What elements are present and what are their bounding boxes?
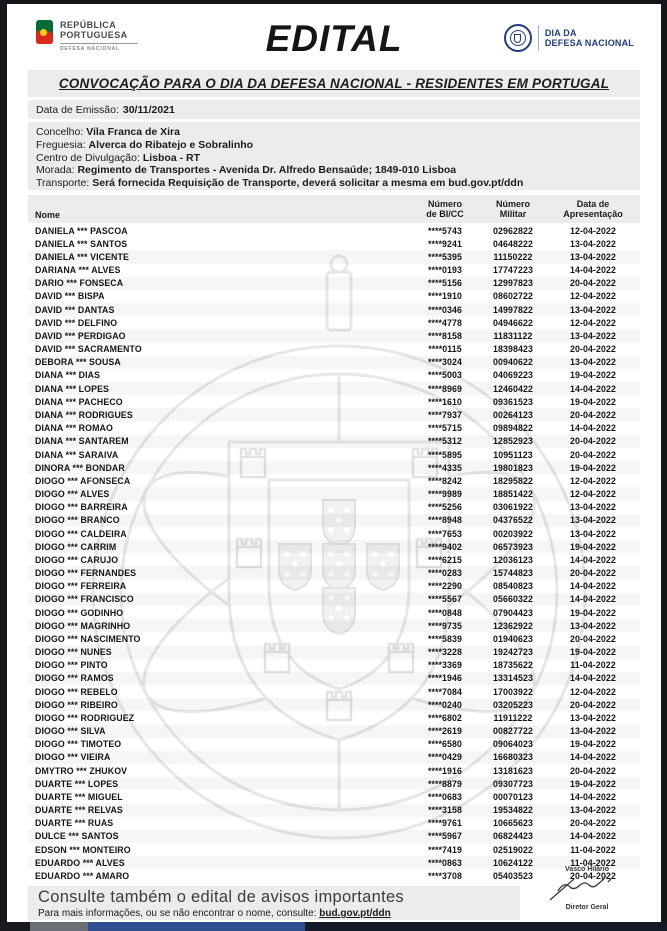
info-line-freguesia: Freguesia: Alverca do Ribatejo e Sobralinho <box>36 138 254 151</box>
cell-nome: DIOGO *** GODINHO <box>35 607 124 618</box>
cell-numero-militar: 12362922 <box>493 620 533 631</box>
cell-data-apresentacao: 13-04-2022 <box>570 515 616 526</box>
table-row <box>28 474 640 487</box>
cell-nome: DARIANA *** ALVES <box>35 265 121 276</box>
cell-data-apresentacao: 19-04-2022 <box>570 739 616 750</box>
cell-bi-cc: ****8969 <box>427 383 463 394</box>
cell-bi-cc: ****1610 <box>427 396 463 407</box>
gov-logo-line2: PORTUGUESA <box>60 30 128 40</box>
cell-bi-cc: ****8242 <box>427 475 463 486</box>
cell-data-apresentacao: 11-04-2022 <box>570 857 616 868</box>
cell-nome: DUARTE *** RELVAS <box>35 805 123 816</box>
info-line-transporte: Transporte: Será fornecida Requisição de Transporte, deverá solicitar a mesma em bud.gov.pt/ddn <box>36 177 524 190</box>
cell-numero-militar: 08540823 <box>493 581 533 592</box>
cell-bi-cc: ****6580 <box>427 739 463 750</box>
table-row <box>28 553 640 566</box>
cell-data-apresentacao: 14-04-2022 <box>570 831 616 842</box>
cell-numero-militar: 06824423 <box>493 831 533 842</box>
cell-numero-militar: 18735622 <box>493 660 533 671</box>
cell-data-apresentacao: 13-04-2022 <box>570 528 616 539</box>
table-row <box>28 817 640 830</box>
cell-nome: DANIELA *** VICENTE <box>35 251 129 262</box>
cell-numero-militar: 09894822 <box>493 423 533 434</box>
cell-data-apresentacao: 13-04-2022 <box>570 330 616 341</box>
table-row <box>28 764 640 777</box>
cell-nome: DIOGO *** BRANCO <box>35 515 120 526</box>
gov-logo-sub: DEFESA NACIONAL <box>60 46 120 52</box>
info-line-concelho: Concelho: Vila Franca de Xira <box>36 126 180 138</box>
column-header-data: Data de Apresentação <box>563 199 623 219</box>
cell-numero-militar: 13181623 <box>493 765 533 776</box>
cell-numero-militar: 12460422 <box>493 383 533 394</box>
cell-bi-cc: ****0429 <box>427 752 463 763</box>
footer-notice-box <box>28 886 520 920</box>
cell-bi-cc: ****0346 <box>427 304 463 315</box>
table-row <box>28 580 640 593</box>
column-header-bi: Número de BI/CC <box>426 199 464 219</box>
cell-nome: DUARTE *** RUAS <box>35 818 114 829</box>
cell-bi-cc: ****8158 <box>427 330 463 341</box>
cell-nome: DIOGO *** RIBEIRO <box>35 699 118 710</box>
cell-bi-cc: ****5567 <box>427 594 463 605</box>
cell-bi-cc: ****6215 <box>427 554 463 565</box>
table-row <box>28 487 640 500</box>
cell-bi-cc: ****8948 <box>427 515 463 526</box>
cell-bi-cc: ****4778 <box>427 317 463 328</box>
cell-nome: DIOGO *** VIEIRA <box>35 752 111 763</box>
cell-data-apresentacao: 19-04-2022 <box>570 396 616 407</box>
cell-nome: DULCE *** SANTOS <box>35 831 119 842</box>
cell-nome: DIOGO *** FRANCISCO <box>35 594 134 605</box>
cell-numero-militar: 00264123 <box>493 409 533 420</box>
table-row <box>28 501 640 514</box>
table-row <box>28 382 640 395</box>
bud-gov-link[interactable]: bud.gov.pt/ddn <box>319 908 391 919</box>
cell-bi-cc: ****3024 <box>427 357 463 368</box>
ddn-logo-line1: DIA DA <box>544 28 577 38</box>
cell-data-apresentacao: 20-04-2022 <box>570 871 616 881</box>
cell-bi-cc: ****5003 <box>427 370 463 381</box>
ddn-logo-line2: DEFESA NACIONAL <box>544 38 634 48</box>
table-row <box>28 224 640 237</box>
cell-nome: DIANA *** ROMAO <box>35 423 113 434</box>
cell-data-apresentacao: 11-04-2022 <box>570 844 616 855</box>
table-row <box>28 593 640 606</box>
cell-numero-militar: 11150222 <box>493 251 533 262</box>
table-row <box>28 672 640 685</box>
cell-nome: DIOGO *** CALDEIRA <box>35 528 127 539</box>
table-row <box>28 606 640 619</box>
cell-nome: DIOGO *** NUNES <box>35 647 112 658</box>
window-bottom-bar <box>0 922 667 931</box>
cell-nome: DAVID *** BISPA <box>35 291 105 302</box>
cell-nome: DIOGO *** MAGRINHO <box>35 620 131 631</box>
cell-bi-cc: ****0283 <box>427 568 463 579</box>
cell-bi-cc: ****3708 <box>427 871 463 881</box>
cell-numero-militar: 06573923 <box>493 541 533 552</box>
cell-bi-cc: ****0848 <box>427 607 463 618</box>
cell-nome: DIANA *** DIAS <box>35 370 101 381</box>
cell-data-apresentacao: 20-04-2022 <box>570 699 616 710</box>
cell-numero-militar: 01940623 <box>493 633 533 644</box>
cell-data-apresentacao: 14-04-2022 <box>570 265 616 276</box>
cell-bi-cc: ****9735 <box>427 620 463 631</box>
convocation-title: CONVOCAÇÃO PARA O DIA DA DEFESA NACIONAL - RESIDENTES EM PORTUGAL <box>58 76 610 91</box>
document-header <box>28 16 640 66</box>
cell-data-apresentacao: 19-04-2022 <box>570 462 616 473</box>
cell-numero-militar: 15744823 <box>493 568 533 579</box>
table-row <box>28 435 640 448</box>
table-row <box>28 540 640 553</box>
cell-data-apresentacao: 20-04-2022 <box>570 409 616 420</box>
cell-numero-militar: 11911222 <box>493 712 533 723</box>
cell-nome: DARIO *** FONSECA <box>35 278 124 289</box>
cell-numero-militar: 16680323 <box>493 752 533 763</box>
convocation-table-body <box>28 224 640 883</box>
cell-bi-cc: ****7937 <box>427 409 463 420</box>
cell-nome: DIOGO *** FERREIRA <box>35 581 127 592</box>
footer-notice-title: Consulte também o edital de avisos importantes <box>38 888 404 906</box>
cell-nome: DIOGO *** ALVES <box>35 489 110 500</box>
cell-data-apresentacao: 14-04-2022 <box>570 383 616 394</box>
table-row <box>28 711 640 724</box>
cell-bi-cc: ****7084 <box>427 686 463 697</box>
cell-bi-cc: ****7653 <box>427 528 463 539</box>
table-row <box>28 343 640 356</box>
table-row <box>28 804 640 817</box>
table-row <box>28 725 640 738</box>
cell-data-apresentacao: 14-04-2022 <box>570 752 616 763</box>
cell-nome: DAVID *** DELFINO <box>35 317 118 328</box>
table-row <box>28 830 640 843</box>
cell-numero-militar: 17003922 <box>493 686 533 697</box>
cell-data-apresentacao: 19-04-2022 <box>570 607 616 618</box>
cell-nome: DIOGO *** RAMOS <box>35 673 114 684</box>
cell-bi-cc: ****9989 <box>427 489 463 500</box>
cell-numero-militar: 10951123 <box>493 449 533 460</box>
cell-data-apresentacao: 13-04-2022 <box>570 357 616 368</box>
cell-nome: DAVID *** PERDIGAO <box>35 330 126 341</box>
cell-numero-militar: 09307723 <box>493 778 533 789</box>
cell-bi-cc: ****5743 <box>427 225 463 236</box>
cell-nome: DUARTE *** LOPES <box>35 778 119 789</box>
cell-data-apresentacao: 19-04-2022 <box>570 541 616 552</box>
cell-data-apresentacao: 13-04-2022 <box>570 712 616 723</box>
table-row <box>28 369 640 382</box>
cell-numero-militar: 12036123 <box>493 554 533 565</box>
cell-nome: DIOGO *** FERNANDES <box>35 568 137 579</box>
cell-numero-militar: 13314523 <box>493 673 533 684</box>
signature-scribble-icon <box>544 873 630 903</box>
cell-numero-militar: 19534822 <box>493 805 533 816</box>
ddn-emblem-icon <box>504 24 532 52</box>
cell-data-apresentacao: 11-04-2022 <box>570 660 616 671</box>
cell-data-apresentacao: 14-04-2022 <box>570 423 616 434</box>
cell-numero-militar: 04946622 <box>493 317 533 328</box>
table-row <box>28 303 640 316</box>
cell-nome: DIOGO *** NASCIMENTO <box>35 633 141 644</box>
table-row <box>28 277 640 290</box>
cell-numero-militar: 00940622 <box>493 357 533 368</box>
cell-data-apresentacao: 14-04-2022 <box>570 673 616 684</box>
table-row <box>28 264 640 277</box>
cell-bi-cc: ****3369 <box>427 660 463 671</box>
cell-bi-cc: ****4335 <box>427 462 463 473</box>
cell-data-apresentacao: 20-04-2022 <box>570 765 616 776</box>
table-row <box>28 395 640 408</box>
table-header <box>28 195 640 223</box>
cell-data-apresentacao: 12-04-2022 <box>570 475 616 486</box>
cell-nome: DANIELA *** PASCOA <box>35 225 128 236</box>
table-row <box>28 632 640 645</box>
cell-nome: DIANA *** SARAIVA <box>35 449 119 460</box>
table-row <box>28 843 640 856</box>
table-row <box>28 777 640 790</box>
emission-value: 30/11/2021 <box>122 103 175 116</box>
cell-data-apresentacao: 14-04-2022 <box>570 594 616 605</box>
cell-bi-cc: ****3158 <box>427 805 463 816</box>
cell-bi-cc: ****3228 <box>427 647 463 658</box>
cell-data-apresentacao: 20-04-2022 <box>570 436 616 447</box>
cell-numero-militar: 19242723 <box>493 647 533 658</box>
dia-defesa-nacional-logo <box>504 24 634 52</box>
cell-bi-cc: ****5395 <box>427 251 463 262</box>
gov-logo-line1: REPÚBLICA <box>60 20 117 30</box>
table-row <box>28 685 640 698</box>
table-row <box>28 316 640 329</box>
cell-numero-militar: 07904423 <box>493 607 533 618</box>
cell-data-apresentacao: 19-04-2022 <box>570 778 616 789</box>
cell-data-apresentacao: 20-04-2022 <box>570 278 616 289</box>
cell-nome: DIANA *** RODRIGUES <box>35 409 133 420</box>
cell-nome: DIANA *** SANTAREM <box>35 436 129 447</box>
cell-bi-cc: ****5715 <box>427 423 463 434</box>
cell-nome: DIOGO *** SILVA <box>35 726 106 737</box>
cell-numero-militar: 04069223 <box>493 370 533 381</box>
cell-bi-cc: ****9241 <box>427 238 463 249</box>
table-row <box>28 422 640 435</box>
emission-label: Data de Emissão: <box>36 103 119 116</box>
cell-numero-militar: 00070123 <box>493 791 533 802</box>
cell-numero-militar: 05403523 <box>493 871 533 881</box>
cell-bi-cc: ****0240 <box>427 699 463 710</box>
cell-numero-militar: 11831122 <box>493 330 533 341</box>
cell-bi-cc: ****5156 <box>427 278 463 289</box>
cell-nome: DUARTE *** MIGUEL <box>35 791 123 802</box>
cell-bi-cc: ****5312 <box>427 436 463 447</box>
cell-numero-militar: 18398423 <box>493 344 533 355</box>
page-title: EDITAL <box>265 18 403 59</box>
table-row <box>28 738 640 751</box>
cell-bi-cc: ****6802 <box>427 712 463 723</box>
table-row <box>28 448 640 461</box>
cell-numero-militar: 09361523 <box>493 396 533 407</box>
cell-numero-militar: 12852923 <box>493 436 533 447</box>
cell-nome: DINORA *** BONDAR <box>35 462 125 473</box>
cell-data-apresentacao: 20-04-2022 <box>570 449 616 460</box>
signatory-name: Vasco Hilário <box>565 866 609 873</box>
cell-data-apresentacao: 20-04-2022 <box>570 568 616 579</box>
cell-nome: DIOGO *** TIMOTEO <box>35 739 122 750</box>
cell-bi-cc: ****0115 <box>428 344 462 355</box>
cell-nome: DIANA *** LOPES <box>35 383 110 394</box>
info-line-morada: Morada: Regimento de Transportes - Avenida Dr. Alfredo Bensaúde; 1849-010 Lisboa <box>36 164 457 177</box>
cell-data-apresentacao: 13-04-2022 <box>570 620 616 631</box>
cell-numero-militar: 03061922 <box>493 502 533 513</box>
cell-numero-militar: 10624122 <box>493 857 533 868</box>
column-header-militar: Número Militar <box>495 199 530 219</box>
cell-data-apresentacao: 19-04-2022 <box>570 647 616 658</box>
cell-bi-cc: ****1946 <box>427 673 463 684</box>
cell-bi-cc: ****1916 <box>427 765 463 776</box>
cell-data-apresentacao: 13-04-2022 <box>570 304 616 315</box>
cell-nome: DMYTRO *** ZHUKOV <box>35 765 128 776</box>
cell-numero-militar: 14997822 <box>493 304 533 315</box>
cell-bi-cc: ****7419 <box>427 844 463 855</box>
cell-nome: DIOGO *** CARUJO <box>35 554 119 565</box>
table-row <box>28 698 640 711</box>
cell-numero-militar: 18295822 <box>493 475 533 486</box>
signatory-role: Diretor Geral <box>565 904 609 911</box>
cell-bi-cc: ****5895 <box>427 449 463 460</box>
cell-numero-militar: 04376522 <box>493 515 533 526</box>
cell-bi-cc: ****5256 <box>427 502 463 513</box>
table-row <box>28 250 640 263</box>
cell-nome: DIOGO *** REBELO <box>35 686 118 697</box>
cell-numero-militar: 03205223 <box>493 699 533 710</box>
cell-data-apresentacao: 13-04-2022 <box>570 238 616 249</box>
cell-nome: DAVID *** DANTAS <box>35 304 115 315</box>
cell-data-apresentacao: 14-04-2022 <box>570 554 616 565</box>
cell-data-apresentacao: 19-04-2022 <box>570 370 616 381</box>
cell-bi-cc: ****8879 <box>427 778 463 789</box>
cell-data-apresentacao: 13-04-2022 <box>570 502 616 513</box>
convocation-banner <box>28 70 640 97</box>
table-row <box>28 527 640 540</box>
cell-numero-militar: 04648222 <box>493 238 533 249</box>
cell-numero-militar: 02962822 <box>493 225 533 236</box>
cell-data-apresentacao: 12-04-2022 <box>570 317 616 328</box>
cell-numero-militar: 17747223 <box>493 265 533 276</box>
table-row <box>28 566 640 579</box>
emission-date-box <box>28 100 640 119</box>
cell-bi-cc: ****5839 <box>427 633 463 644</box>
cell-numero-militar: 09064023 <box>493 739 533 750</box>
table-row <box>28 329 640 342</box>
cell-bi-cc: ****2619 <box>427 726 463 737</box>
edital-document-page <box>7 4 661 922</box>
cell-numero-militar: 00827722 <box>493 726 533 737</box>
cell-nome: DIOGO *** RODRIGUEZ <box>35 712 135 723</box>
table-row <box>28 659 640 672</box>
cell-data-apresentacao: 14-04-2022 <box>570 581 616 592</box>
cell-numero-militar: 05660322 <box>493 594 533 605</box>
cell-numero-militar: 12997823 <box>493 278 533 289</box>
cell-bi-cc: ****0683 <box>427 791 463 802</box>
info-line-centro: Centro de Divulgação: Lisboa - RT <box>36 151 200 164</box>
table-row <box>28 646 640 659</box>
table-row <box>28 408 640 421</box>
cell-data-apresentacao: 12-04-2022 <box>570 291 616 302</box>
footer-notice-text: Para mais informações, ou se não encontrar o nome, consulte: bud.gov.pt/ddn <box>38 908 391 919</box>
column-header-nome: Nome <box>35 210 61 220</box>
table-row <box>28 290 640 303</box>
cell-bi-cc: ****1910 <box>427 291 463 302</box>
cell-data-apresentacao: 12-04-2022 <box>570 686 616 697</box>
table-row <box>28 751 640 764</box>
table-row <box>28 461 640 474</box>
cell-nome: DIANA *** PACHECO <box>35 396 123 407</box>
cell-nome: EDUARDO *** AMARO <box>35 871 130 881</box>
cell-nome: DIOGO *** AFONSECA <box>35 475 131 486</box>
cell-nome: DANIELA *** SANTOS <box>35 238 128 249</box>
cell-nome: EDUARDO *** ALVES <box>35 857 125 868</box>
table-row <box>28 356 640 369</box>
cell-bi-cc: ****5967 <box>427 831 463 842</box>
cell-data-apresentacao: 12-04-2022 <box>570 225 616 236</box>
cell-nome: DIOGO *** CARRIM <box>35 541 117 552</box>
cell-bi-cc: ****9402 <box>427 541 463 552</box>
cell-numero-militar: 10665623 <box>493 818 533 829</box>
cell-nome: EDSON *** MONTEIRO <box>35 844 131 855</box>
cell-data-apresentacao: 20-04-2022 <box>570 818 616 829</box>
cell-numero-militar: 02519022 <box>493 844 533 855</box>
signature-block <box>527 866 647 911</box>
cell-data-apresentacao: 13-04-2022 <box>570 805 616 816</box>
cell-nome: DEBORA *** SOUSA <box>35 357 121 368</box>
cell-numero-militar: 00203922 <box>493 528 533 539</box>
cell-data-apresentacao: 13-04-2022 <box>570 726 616 737</box>
cell-nome: DAVID *** SACRAMENTO <box>35 344 142 355</box>
cell-numero-militar: 19801823 <box>493 462 533 473</box>
cell-data-apresentacao: 20-04-2022 <box>570 344 616 355</box>
location-info-box <box>28 122 640 190</box>
cell-numero-militar: 18851422 <box>493 489 533 500</box>
cell-bi-cc: ****2290 <box>427 581 463 592</box>
table-row <box>28 514 640 527</box>
cell-data-apresentacao: 14-04-2022 <box>570 791 616 802</box>
table-row <box>28 619 640 632</box>
cell-data-apresentacao: 20-04-2022 <box>570 633 616 644</box>
cell-nome: DIOGO *** PINTO <box>35 660 108 671</box>
cell-bi-cc: ****9761 <box>427 818 463 829</box>
cell-bi-cc: ****0863 <box>427 857 463 868</box>
cell-nome: DIOGO *** BARREIRA <box>35 502 128 513</box>
table-row <box>28 237 640 250</box>
cell-numero-militar: 08602722 <box>493 291 533 302</box>
cell-bi-cc: ****0193 <box>427 265 463 276</box>
cell-data-apresentacao: 12-04-2022 <box>570 489 616 500</box>
table-row <box>28 790 640 803</box>
cell-data-apresentacao: 13-04-2022 <box>570 251 616 262</box>
